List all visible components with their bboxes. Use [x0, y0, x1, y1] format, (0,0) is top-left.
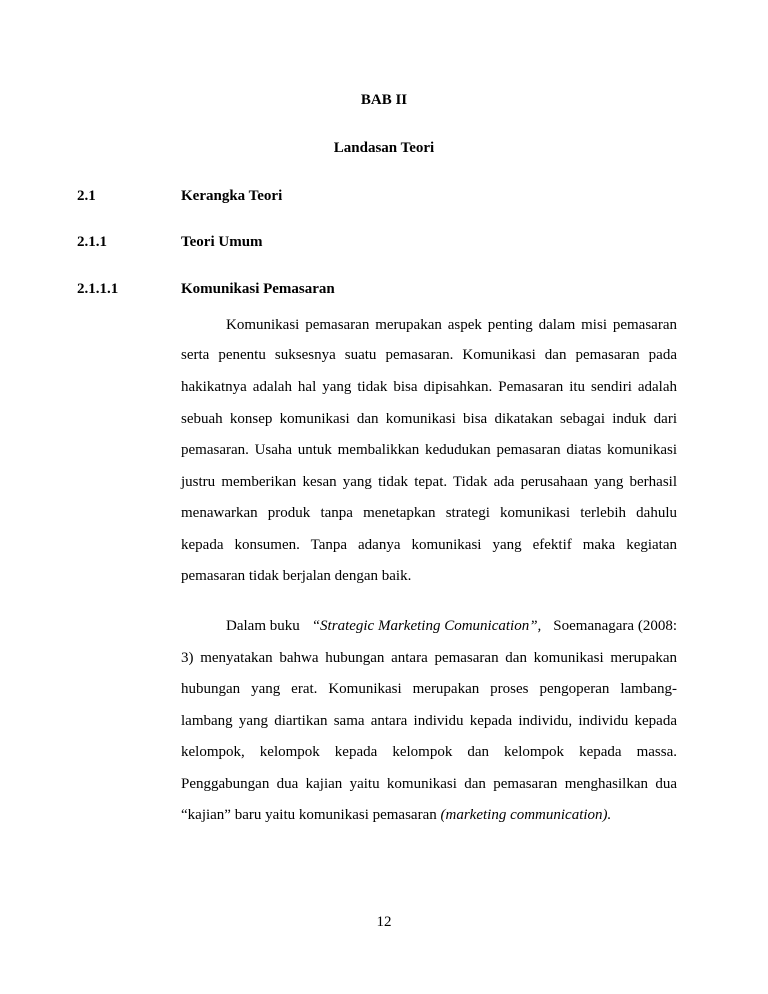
- paragraph-line: lambang yang diartikan sama antara individu kepada individu, individu kepada: [181, 713, 677, 729]
- paragraph-line: kepada konsumen. Tanpa adanya komunikasi yang efektif maka kegiatan: [181, 537, 677, 553]
- subsubsection-title: Komunikasi Pemasaran: [181, 281, 335, 297]
- paragraph-line: hubungan yang erat. Komunikasi merupakan proses pengoperan lambang-: [181, 681, 677, 697]
- paragraph-line: 3) menyatakan bahwa hubungan antara pemasaran dan komunikasi merupakan: [181, 650, 677, 666]
- subsection-number: 2.1.1: [77, 234, 107, 250]
- text-run: “kajian” baru yaitu komunikasi pemasaran: [181, 807, 437, 823]
- section-title: Kerangka Teori: [181, 188, 283, 204]
- subsubsection-number: 2.1.1.1: [77, 281, 119, 297]
- chapter-label: BAB II: [360, 92, 408, 108]
- paragraph-line: serta penentu suksesnya suatu pemasaran. Komunikasi dan pemasaran pada: [181, 347, 677, 363]
- book-title: “Strategic Marketing Comunication”,: [311, 618, 542, 634]
- text-run: Dalam buku: [226, 618, 300, 634]
- paragraph-line: kelompok, kelompok kepada kelompok dan kelompok kepada massa.: [181, 744, 677, 760]
- subsection-title: Teori Umum: [181, 234, 263, 250]
- italic-term: (marketing communication).: [440, 807, 612, 823]
- paragraph-line: hakikatnya adalah hal yang tidak bisa dipisahkan. Pemasaran itu sendiri adalah: [181, 379, 677, 395]
- paragraph-line: [226, 617, 677, 635]
- page-number: 12: [376, 914, 392, 930]
- paragraph-line: pemasaran. Usaha untuk membalikkan kedudukan pemasaran diatas komunikasi: [181, 442, 677, 458]
- section-number: 2.1: [77, 188, 96, 204]
- paragraph-line: menawarkan produk tanpa menetapkan strategi komunikasi terlebih dahulu: [181, 505, 677, 521]
- text-run: Soemanagara (2008:: [553, 618, 677, 634]
- paragraph-line: justru memberikan kesan yang tidak tepat. Tidak ada perusahaan yang berhasil: [181, 474, 677, 490]
- paragraph-line: Komunikasi pemasaran merupakan aspek penting dalam misi pemasaran: [226, 317, 677, 333]
- paragraph-line: sebuah konsep komunikasi dan komunikasi bisa dikatakan sebagai induk dari: [181, 411, 677, 427]
- paragraph-line: Penggabungan dua kajian yaitu komunikasi dan pemasaran menghasilkan dua: [181, 776, 677, 792]
- paragraph-line: [181, 806, 677, 824]
- paragraph-line: pemasaran tidak berjalan dengan baik.: [181, 568, 412, 584]
- chapter-title: Landasan Teori: [333, 140, 435, 156]
